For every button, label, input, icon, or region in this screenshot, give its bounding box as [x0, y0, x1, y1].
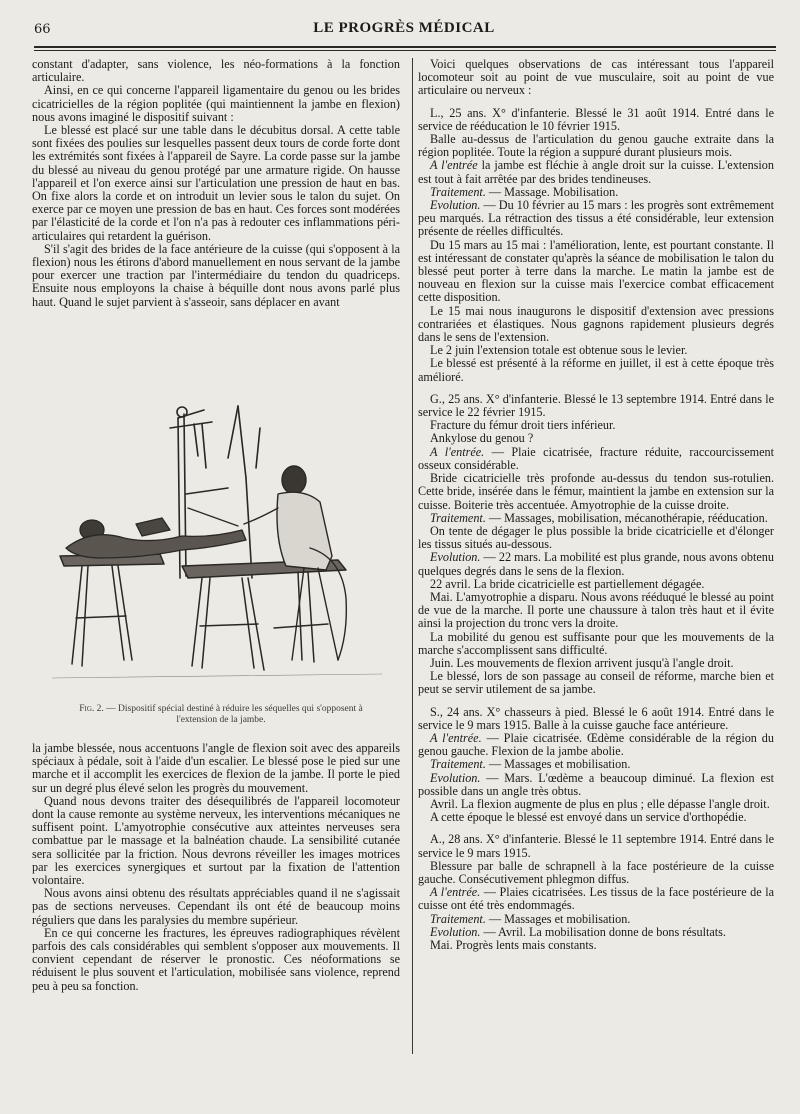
case-observation-2	[418, 393, 774, 697]
case-line: Le 2 juin l'extension totale est obtenue sous le levier.	[430, 343, 688, 358]
case-line: Le blessé est présenté à la réforme en juillet, il est à cette époque très amélioré.	[418, 356, 774, 384]
case-line: Le blessé, lors de son passage au conseil de réforme, marche bien et peut se servir utilement de sa jambe.	[418, 669, 774, 697]
case-heading: A l'entrée.	[430, 730, 482, 745]
column-divider	[412, 58, 413, 1054]
case-heading: A l'entrée.	[430, 885, 481, 900]
figure-caption-text: — Dispositif spécial destiné à réduire les séquelles qui s'opposent à l'extension de la jambe.	[103, 704, 363, 725]
patient-figure	[66, 508, 246, 558]
case-line: S., 24 ans. X° chasseurs à pied. Blessé le 6 août 1914. Entré dans le service le 9 mars 1915. Balle à la cuisse gauche face antérieure.	[418, 704, 774, 732]
case-text: — Plaies cicatrisées. Les tissus de la face postérieure de la cuisse ont été très endommagés.	[418, 885, 774, 913]
paragraph: la jambe blessée, nous accentuons l'angle de flexion soit avec des appareils spéciaux à pédale, soit à l'aide d'un escalier. Le blessé pose le pied sur une marche et il accomplit les exercices de flexion de la jambe. Il porte le pied sur un degré plus élevé selon les progrès du mouvement.	[32, 741, 400, 795]
journal-title: LE PROGRÈS MÉDICAL	[313, 20, 495, 36]
case-line: 22 avril. La bride cicatricielle est partiellement dégagée.	[430, 576, 705, 591]
case-line: Mai. L'amyotrophie a disparu. Nous avons rééduqué le blessé au point de vue de la marche. Il porte une chaussure à talon très haut et il évite ainsi la projection du tronc vers la droite.	[418, 589, 774, 631]
figure-illustration	[42, 398, 402, 690]
case-line: Ankylose du genou ?	[430, 431, 534, 446]
case-line	[418, 551, 774, 577]
paragraph: En ce qui concerne les fractures, les épreuves radiographiques révèlent parfois des cals considérables qui semblent s'opposer aux mouvements. Il convient cependant de réserver le pronostic. Ces néoformations se réduisent le plus souvent et l'articulation, mobilisée sans violence, reprend peu à peu sa fonction.	[32, 925, 400, 993]
case-line: Fracture du fémur droit tiers inférieur.	[430, 418, 616, 433]
paragraph: constant d'adapter, sans violence, les néo-formations à la fonction articulaire.	[32, 57, 400, 85]
case-text: — Massages, mobilisation, mécanothérapie, rééducation.	[485, 510, 768, 525]
case-line: Le 15 mai nous inaugurons le dispositif d'extension avec pressions contrariées et élastiques. Nous gagnons rapidement plusieurs degrés dans le sens de l'extension.	[418, 303, 774, 345]
case-line: Mai. Progrès lents mais constants.	[430, 938, 597, 952]
right-table	[182, 560, 346, 670]
page-number: 66	[34, 22, 51, 37]
figure-label: Fig. 2.	[79, 704, 104, 714]
case-heading: Traitement.	[430, 757, 486, 772]
case-line	[418, 446, 774, 472]
case-observation-3	[418, 706, 774, 825]
header-rule	[34, 46, 776, 48]
header-rule-thin	[34, 50, 776, 51]
case-text: — Plaie cicatrisée, fracture réduite, raccourcissement osseux considérable.	[418, 444, 774, 472]
case-heading: Evolution.	[430, 198, 481, 213]
case-text: la jambe est fléchie à angle droit sur la cuisse. L'extension est tout à fait arrêtée par des brides tendineuses.	[418, 158, 774, 186]
intro-paragraph: Voici quelques observations de cas intéressant tous l'appareil locomoteur soit au point de vue musculaire, soit au point de vue articulaire ou nerveux :	[418, 57, 774, 98]
case-line: On tente de dégager le plus possible la bride cicatricielle et d'élonger les tissus situés au-dessous.	[418, 523, 774, 552]
case-observation-4	[418, 833, 774, 952]
case-text: — Massage. Mobilisation.	[485, 184, 619, 199]
paragraph: S'il s'agit des brides de la face antérieure de la cuisse (qui s'opposent à la flexion) nous les étirons d'abord manuellement en nous servant de la jambe pour exercer une traction par l'intermédiaire du tendon du quadriceps. Ensuite nous employons la chaise à béquille dont nous avons parlé plus haut. Quand le sujet parvient à s'asseoir, sans déplacer en avant	[32, 241, 400, 309]
paragraph: Quand nous devons traiter des désequilibrés de l'appareil locomoteur dont la cause remonte au système nerveux, les interventions mécaniques ne suffisent point. L'amyotrophie consécutive aux atteintes nerveuses sera combattue par le massage et la balnéation chaude. La sensibilité cutanée sera sollicitée par la friction. Nous devrons réveiller les images motrices par les exercices synergiques et surtout par la fixation de l'attention volontaire.	[32, 793, 400, 888]
case-line: A cette époque le blessé est envoyé dans un service d'orthopédie.	[430, 810, 747, 825]
left-column-bottom	[32, 742, 400, 993]
sayre-apparatus	[170, 406, 260, 578]
case-heading: Evolution.	[430, 924, 481, 939]
case-heading: A l'entrée.	[430, 444, 485, 459]
case-observation-1	[418, 107, 774, 384]
case-text: — Plaie cicatrisée. Œdème considérable de la région du genou gauche. Flexion de la jambe abolie.	[418, 730, 774, 759]
case-text: — Mars. L'œdème a beaucoup diminué. La flexion est possible dans un angle très obtus.	[418, 770, 774, 798]
case-line	[418, 886, 774, 912]
figure-caption	[60, 704, 382, 726]
left-table	[60, 554, 164, 666]
case-line	[418, 159, 774, 185]
case-line: Bride cicatricielle très profonde au-dessus du tendon sus-rotulien. Cette bride, insérée dans le fémur, maintient la jambe en extension sur la cuisse. Boiterie très accentuée. Amyotrophie de la cuisse droite.	[418, 471, 774, 512]
paragraph: Nous avons ainsi obtenu des résultats appréciables quand il ne s'agissait pas de sections nerveuses. Cependant ils ont été de beaucoup moins réguliers que dans les paralysies du membre supérieur.	[32, 886, 400, 927]
case-heading: Evolution.	[430, 550, 481, 565]
case-text: — 22 mars. La mobilité est plus grande, nous avons obtenu quelques degrés dans le sens de la flexion.	[418, 550, 774, 578]
case-line	[418, 772, 774, 798]
case-heading: Traitement.	[430, 510, 486, 525]
case-line: Blessure par balle de schrapnell à la face postérieure de la cuisse gauche. Consécutivement phlegmon diffus.	[418, 858, 774, 886]
case-text: — Massages et mobilisation.	[485, 757, 631, 772]
case-text: — Massages et mobilisation.	[485, 911, 631, 926]
case-line: La mobilité du genou est suffisante pour que les mouvements de la marche s'accomplissent sans difficulté.	[418, 629, 774, 657]
case-line: A., 28 ans. X° d'infanterie. Blessé le 11 septembre 1914. Entré dans le service le 9 mars 1915.	[418, 832, 774, 860]
case-heading: Traitement.	[430, 911, 486, 926]
case-text: — Avril. La mobilisation donne de bons résultats.	[480, 924, 726, 939]
case-heading: Traitement.	[430, 184, 486, 199]
paragraph: Le blessé est placé sur une table dans le décubitus dorsal. A cette table sont fixées des poulies sur lesquelles passent deux tours de corde forte dont les extrémités sont fixées à l'appareil de Sayre. La corde passe sur la jambe du blessé au niveau du genou protégé par une armature rigide. On hausse l'appareil et l'on exerce ainsi sur l'articulation une pression de haut en bas. On fixe alors la corde et on introduit un levier sous le talon du sujet. On exerce par ce moyen une pression de bas en haut. Ces forces sont modérées par l'élasticité de la corde et l'on n'a pas à redouter ces inflammations péri-articulaires qui retardent la guérison.	[32, 123, 400, 243]
case-line	[418, 512, 774, 525]
case-text: — Du 10 février au 15 mars : les progrès sont extrêmement peu marqués. La rétraction des tissus a été considérable, leur extension présente de réelles difficultés.	[418, 198, 774, 239]
case-line: Du 15 mars au 15 mai : l'amélioration, lente, est pourtant constante. Il est intéressant de constater qu'après la séance de mobilisation le talon du blessé peut porter à terre dans la marche. Le matin la jambe est de nouveau en flexion sur la cuisse mais l'exercice combat efficacement cette disposition.	[418, 237, 774, 305]
paragraph: Ainsi, en ce qui concerne l'appareil ligamentaire du genou ou les brides cicatricielles de la région poplitée (qui maintiennent la jambe en flexion) nous avons imaginé le dispositif suivant :	[32, 83, 400, 124]
case-line: G., 25 ans. X° d'infanterie. Blessé le 13 septembre 1914. Entré dans le service le 22 février 1915.	[418, 391, 774, 420]
case-heading: A l'entrée	[430, 158, 478, 173]
right-column	[418, 58, 774, 952]
left-column-top	[32, 58, 400, 309]
case-line: Balle au-dessus de l'articulation du genou gauche extraite dans la région poplitée. Toute la région a suppuré durant plusieurs mois.	[418, 132, 774, 160]
case-line: Avril. La flexion augmente de plus en plus ; elle dépasse l'angle droit.	[430, 796, 770, 811]
page-header	[34, 20, 774, 42]
case-line	[418, 732, 774, 758]
case-heading: Evolution.	[430, 770, 481, 785]
case-line: L., 25 ans. X° d'infanterie. Blessé le 31 août 1914. Entré dans le service de rééducation le 10 février 1915.	[418, 105, 774, 133]
case-line	[418, 199, 774, 239]
case-line: Juin. Les mouvements de flexion arrivent jusqu'à l'angle droit.	[430, 655, 734, 670]
